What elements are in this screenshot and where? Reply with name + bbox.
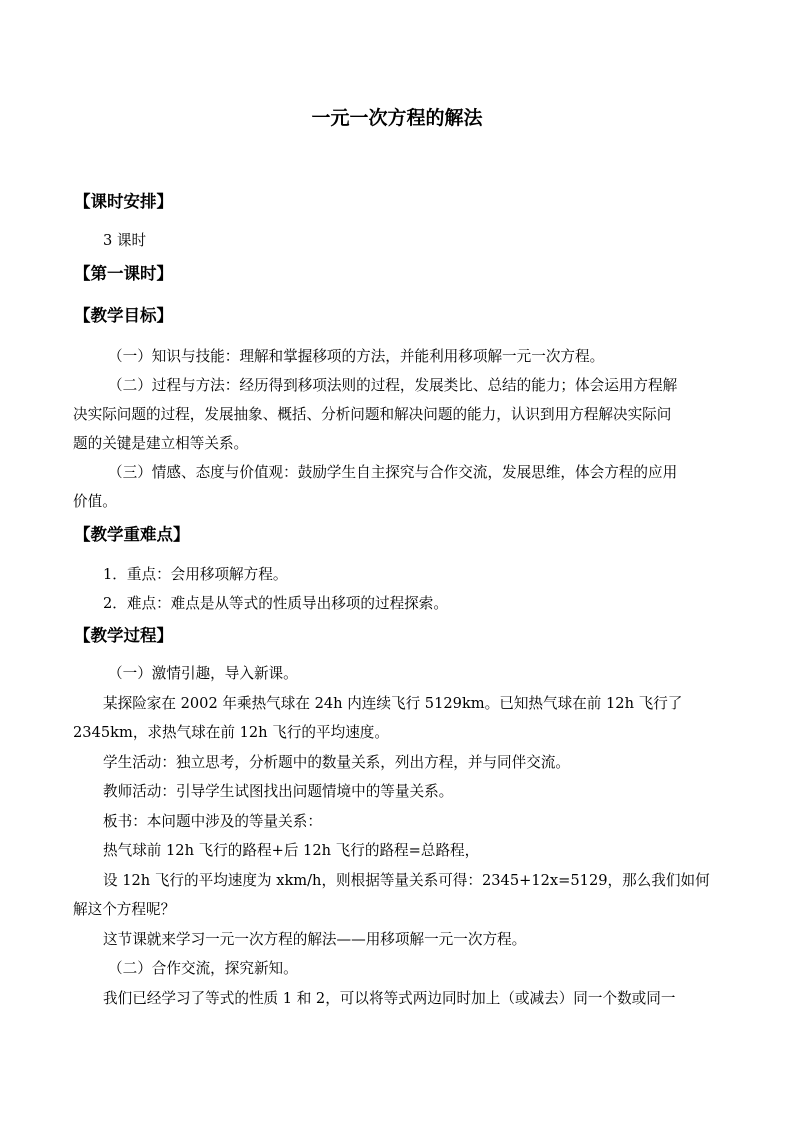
- process-line: 热气球前 12h 飞行的路程+后 12h 飞行的路程=总路程，: [103, 842, 480, 859]
- heading-key-points: 【教学重难点】: [74, 525, 190, 544]
- objective-line: 决实际问题的过程，发展抽象、概括、分析问题和解决问题的能力，认识到用方程解决实际问: [73, 406, 672, 423]
- heading-process: 【教学过程】: [74, 626, 173, 645]
- key-point-line: 2．难点：难点是从等式的性质导出移项的过程探索。: [103, 595, 448, 612]
- process-line: 某探险家在 2002 年乘热气球在 24h 内连续飞行 5129km。已知热气球在前 12h 飞行了: [103, 695, 683, 712]
- process-line: 板书：本问题中涉及的等量关系：: [103, 813, 322, 830]
- process-line: 教师活动：引导学生试图找出问题情境中的等量关系。: [103, 783, 454, 800]
- objective-line: （三）情感、态度与价值观：鼓励学生自主探究与合作交流，发展思维，体会方程的应用: [108, 464, 678, 481]
- document-title: 一元一次方程的解法: [311, 107, 483, 129]
- process-line: 设 12h 飞行的平均速度为 xkm/h，则根据等量关系可得：2345+12x=5129，那么我们如何: [103, 872, 710, 889]
- objective-line: 题的关键是建立相等关系。: [73, 435, 249, 452]
- heading-lesson1: 【第一课时】: [74, 264, 173, 283]
- process-line: 我们已经学习了等式的性质 1 和 2，可以将等式两边同时加上（或减去）同一个数或同一: [103, 990, 676, 1007]
- objective-line: （一）知识与技能：理解和掌握移项的方法，并能利用移项解一元一次方程。: [108, 348, 605, 365]
- heading-objectives: 【教学目标】: [74, 306, 173, 325]
- objective-line: （二）过程与方法：经历得到移项法则的过程，发展类比、总结的能力；体会运用方程解: [108, 377, 678, 394]
- process-line: （二）合作交流，探究新知。: [108, 960, 298, 977]
- process-line: 解这个方程呢？: [73, 901, 176, 918]
- process-line: （一）激情引趣，导入新课。: [108, 665, 298, 682]
- schedule-text: 3 课时: [103, 232, 147, 249]
- process-line: 学生活动：独立思考，分析题中的数量关系，列出方程，并与同伴交流。: [103, 754, 571, 771]
- process-line: 2345km，求热气球在前 12h 飞行的平均速度。: [73, 724, 389, 741]
- objective-line: 价值。: [73, 493, 117, 510]
- process-line: 这节课就来学习一元一次方程的解法——用移项解一元一次方程。: [103, 931, 527, 948]
- heading-schedule: 【课时安排】: [74, 192, 173, 211]
- key-point-line: 1．重点：会用移项解方程。: [103, 566, 288, 583]
